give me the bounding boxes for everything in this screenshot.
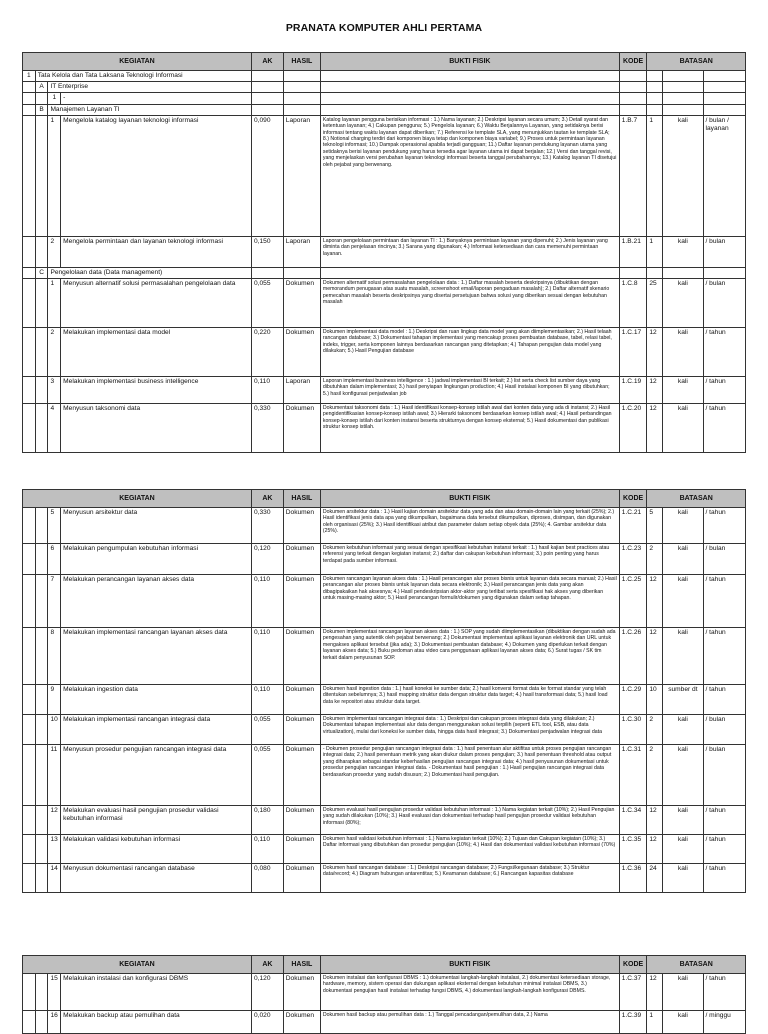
kegiatan-cell: Melakukan implementasi business intelligence bbox=[61, 377, 252, 404]
indent-cell bbox=[23, 628, 36, 685]
ak-cell: 0,330 bbox=[251, 508, 283, 544]
batasan-satuan-cell: kali bbox=[663, 328, 703, 377]
header-hasil: HASIL bbox=[283, 956, 320, 974]
empty-cell bbox=[647, 267, 663, 278]
batasan-satuan-cell: kali bbox=[663, 236, 703, 267]
indent-cell bbox=[23, 104, 36, 115]
hasil-cell: Dokumen bbox=[283, 835, 320, 864]
activity-table-3 bbox=[22, 955, 746, 1034]
batasan-jumlah-cell: 2 bbox=[647, 715, 663, 745]
kegiatan-cell: Menyusun alternatif solusi permasalahan pengelolaan data bbox=[61, 279, 252, 328]
ak-cell: 0,055 bbox=[251, 715, 283, 745]
batasan-periode-cell: / bulan bbox=[703, 279, 745, 328]
empty-cell bbox=[251, 82, 283, 93]
empty-cell bbox=[703, 71, 745, 82]
empty-cell bbox=[647, 71, 663, 82]
indent-cell bbox=[23, 715, 36, 745]
batasan-jumlah-cell: 12 bbox=[647, 377, 663, 404]
item-number: 7 bbox=[48, 575, 61, 628]
batasan-satuan-cell: kali bbox=[663, 115, 703, 236]
empty-cell bbox=[283, 267, 320, 278]
table-row bbox=[23, 685, 746, 715]
batasan-jumlah-cell: 5 bbox=[647, 508, 663, 544]
indent-cell bbox=[35, 806, 48, 835]
batasan-periode-cell: / tahun bbox=[703, 685, 745, 715]
indent-cell bbox=[35, 115, 48, 236]
indent-cell bbox=[23, 745, 36, 806]
ak-cell: 0,110 bbox=[251, 575, 283, 628]
batasan-satuan-cell: kali bbox=[663, 377, 703, 404]
batasan-periode-cell: / tahun bbox=[703, 628, 745, 685]
header-kode: KODE bbox=[619, 490, 647, 508]
ak-cell: 0,080 bbox=[251, 864, 283, 893]
hasil-cell: Dokumen bbox=[283, 864, 320, 893]
batasan-periode-cell: / tahun bbox=[703, 328, 745, 377]
table-row bbox=[23, 974, 746, 1011]
batasan-jumlah-cell: 12 bbox=[647, 328, 663, 377]
header-bukti-fisik: BUKTI FISIK bbox=[320, 490, 619, 508]
batasan-satuan-cell: kali bbox=[663, 745, 703, 806]
kegiatan-cell: Melakukan perancangan layanan akses data bbox=[61, 575, 252, 628]
kode-cell: 1.C.23 bbox=[619, 544, 647, 575]
indent-cell bbox=[35, 864, 48, 893]
empty-cell bbox=[619, 71, 647, 82]
section-label: Manajemen Layanan TI bbox=[48, 104, 252, 115]
batasan-periode-cell: / bulan bbox=[703, 544, 745, 575]
batasan-satuan-cell: sumber dt bbox=[663, 685, 703, 715]
batasan-satuan-cell: kali bbox=[663, 404, 703, 453]
batasan-jumlah-cell: 12 bbox=[647, 404, 663, 453]
header-hasil: HASIL bbox=[283, 53, 320, 71]
kegiatan-cell: Menyusun taksonomi data bbox=[61, 404, 252, 453]
indent-cell bbox=[35, 328, 48, 377]
kode-cell: 1.C.25 bbox=[619, 575, 647, 628]
indent-cell bbox=[23, 404, 36, 453]
batasan-jumlah-cell: 1 bbox=[647, 1011, 663, 1034]
indent-cell bbox=[23, 864, 36, 893]
kegiatan-cell: Melakukan validasi kebutuhan informasi bbox=[61, 835, 252, 864]
item-number: 3 bbox=[48, 377, 61, 404]
batasan-jumlah-cell: 12 bbox=[647, 835, 663, 864]
hasil-cell: Dokumen bbox=[283, 575, 320, 628]
section-number: 1 bbox=[23, 71, 36, 82]
empty-cell bbox=[663, 104, 703, 115]
batasan-satuan-cell: kali bbox=[663, 1011, 703, 1034]
table-row bbox=[23, 628, 746, 685]
section-label: IT Enterprise bbox=[48, 82, 252, 93]
batasan-jumlah-cell: 2 bbox=[647, 745, 663, 806]
section-number: 1 bbox=[48, 93, 61, 104]
empty-cell bbox=[619, 93, 647, 104]
indent-cell bbox=[23, 115, 36, 236]
indent-cell bbox=[23, 267, 36, 278]
hasil-cell: Dokumen bbox=[283, 806, 320, 835]
hasil-cell: Dokumen bbox=[283, 974, 320, 1011]
header-kegiatan: KEGIATAN bbox=[23, 490, 252, 508]
batasan-jumlah-cell: 1 bbox=[647, 236, 663, 267]
empty-cell bbox=[619, 82, 647, 93]
section-number: C bbox=[35, 267, 48, 278]
ak-cell: 0,055 bbox=[251, 745, 283, 806]
item-number: 11 bbox=[48, 745, 61, 806]
indent-cell bbox=[35, 404, 48, 453]
item-number: 2 bbox=[48, 236, 61, 267]
header-ak: AK bbox=[251, 490, 283, 508]
empty-cell bbox=[320, 104, 619, 115]
empty-cell bbox=[663, 71, 703, 82]
kegiatan-cell: Melakukan implementasi rancangan layanan akses data bbox=[61, 628, 252, 685]
ak-cell: 0,020 bbox=[251, 1011, 283, 1034]
hasil-cell: Dokumen bbox=[283, 1011, 320, 1034]
table-row bbox=[23, 236, 746, 267]
kode-cell: 1.C.37 bbox=[619, 974, 647, 1011]
hasil-cell: Laporan bbox=[283, 236, 320, 267]
indent-cell bbox=[35, 628, 48, 685]
batasan-satuan-cell: kali bbox=[663, 864, 703, 893]
hasil-cell: Dokumen bbox=[283, 404, 320, 453]
header-kode: KODE bbox=[619, 53, 647, 71]
hasil-cell: Dokumen bbox=[283, 745, 320, 806]
indent-cell bbox=[35, 685, 48, 715]
bukti-fisik-cell: Dokumen rancangan layanan akses data : 1.) Hasil perancangan alur proses bisnis untuk layanan data secara manual; 2.) Hasil perancangan alur proses bisnis untuk layanan data secara elektronik; 3.) Hasil perancangan jenis data yang akan dibagipakaikan hak aksesnya; 4.) Hasil pendeskripsian aktor-aktor yang terlibat serta spesifikasi hak akses yang diberikan untuk masing-masing aktor; 5.) Hasil perancangan formulir/dokumen yang digunakan dalam setiap tahapan. bbox=[320, 575, 619, 628]
section-row bbox=[23, 71, 746, 82]
ak-cell: 0,110 bbox=[251, 628, 283, 685]
kegiatan-cell: Melakukan implementasi rancangan integrasi data bbox=[61, 715, 252, 745]
hasil-cell: Laporan bbox=[283, 115, 320, 236]
batasan-jumlah-cell: 12 bbox=[647, 575, 663, 628]
ak-cell: 0,220 bbox=[251, 328, 283, 377]
section-row bbox=[23, 267, 746, 278]
indent-cell bbox=[23, 575, 36, 628]
section-number: A bbox=[35, 82, 48, 93]
header-bukti-fisik: BUKTI FISIK bbox=[320, 53, 619, 71]
empty-cell bbox=[647, 93, 663, 104]
bukti-fisik-cell: Laporan pengelolaan permintaan dan layanan TI : 1.) Banyaknya permintaan layanan yang dipenuhi; 2.) Jenis layanan yang diminta dan penjelasan rincinya; 3.) Sarana yang digunakan; 4.) Informasi ketersediaan dan cara memenuhi permintaan layanan. bbox=[320, 236, 619, 267]
kode-cell: 1.C.19 bbox=[619, 377, 647, 404]
batasan-periode-cell: / tahun bbox=[703, 806, 745, 835]
indent-cell bbox=[35, 279, 48, 328]
bukti-fisik-cell: Dokumen implementasi rancangan layanan akses data : 1.) SOP yang sudah diimplementasikan (dibuktikan dengan sudah ada pengesahan yang autentik oleh pejabat berwenang; 2.) Dokumentasi implementasi aplikasi layanan elektronik dan URL untuk mengakses aplikasi tersebut (jika ada); 3.) Dokumentasi pembuatan database; 4.) Dokumen yang diperlukan terkait dengan layanan akses data; 5.) Buku pedoman atau video cara penggunaan aplikasi layanan akses data; 6.) Surat tugas / SK tim terkait dalam penyusunan SOP. bbox=[320, 628, 619, 685]
hasil-cell: Dokumen bbox=[283, 328, 320, 377]
item-number: 14 bbox=[48, 864, 61, 893]
kegiatan-cell: Menyusun arsitektur data bbox=[61, 508, 252, 544]
hasil-cell: Dokumen bbox=[283, 715, 320, 745]
indent-cell bbox=[23, 1011, 36, 1034]
indent-cell bbox=[23, 508, 36, 544]
item-number: 13 bbox=[48, 835, 61, 864]
header-kegiatan: KEGIATAN bbox=[23, 956, 252, 974]
document-title: PRANATA KOMPUTER AHLI PERTAMA bbox=[285, 22, 483, 34]
empty-cell bbox=[619, 104, 647, 115]
empty-cell bbox=[251, 93, 283, 104]
table-row bbox=[23, 328, 746, 377]
kode-cell: 1.C.17 bbox=[619, 328, 647, 377]
indent-cell bbox=[35, 745, 48, 806]
batasan-periode-cell: / tahun bbox=[703, 404, 745, 453]
indent-cell bbox=[23, 806, 36, 835]
table-header-row bbox=[23, 53, 746, 71]
table-header-row bbox=[23, 490, 746, 508]
batasan-satuan-cell: kali bbox=[663, 544, 703, 575]
batasan-satuan-cell: kali bbox=[663, 279, 703, 328]
table-row bbox=[23, 715, 746, 745]
batasan-periode-cell: / tahun bbox=[703, 864, 745, 893]
kegiatan-cell: Melakukan backup atau pemulihan data bbox=[61, 1011, 252, 1034]
bukti-fisik-cell: Dokumentasi taksonomi data : 1.) Hasil identifikasi konsep-konsep istilah awal dari konten data yang ada di instansi; 2.) Hasil pengidentifikasian konsep-konsep istilah awal; 3.) Hierarki taksonomi berdasarkan konsep istilah awal; 4.) Hasil perbandingan konsep-konsep istilah dari konten instansi beserta strukturnya dengan konsep eksternal; 5.) Hasil dokumentasi dan publikasi struktur konsep istilah. bbox=[320, 404, 619, 453]
header-bukti-fisik: BUKTI FISIK bbox=[320, 956, 619, 974]
empty-cell bbox=[251, 71, 283, 82]
item-number: 6 bbox=[48, 544, 61, 575]
item-number: 2 bbox=[48, 328, 61, 377]
batasan-jumlah-cell: 12 bbox=[647, 974, 663, 1011]
table-row bbox=[23, 279, 746, 328]
kode-cell: 1.C.31 bbox=[619, 745, 647, 806]
batasan-satuan-cell: kali bbox=[663, 835, 703, 864]
item-number: 5 bbox=[48, 508, 61, 544]
batasan-satuan-cell: kali bbox=[663, 508, 703, 544]
hasil-cell: Dokumen bbox=[283, 508, 320, 544]
item-number: 9 bbox=[48, 685, 61, 715]
header-ak: AK bbox=[251, 53, 283, 71]
empty-cell bbox=[663, 267, 703, 278]
section-row bbox=[23, 93, 746, 104]
table-row bbox=[23, 806, 746, 835]
kode-cell: 1.B.21 bbox=[619, 236, 647, 267]
batasan-periode-cell: / tahun bbox=[703, 377, 745, 404]
indent-cell bbox=[35, 974, 48, 1011]
section-row bbox=[23, 104, 746, 115]
batasan-periode-cell: / tahun bbox=[703, 508, 745, 544]
table-row bbox=[23, 115, 746, 236]
kegiatan-cell: Menyusun prosedur pengujian rancangan integrasi data bbox=[61, 745, 252, 806]
section-number: B bbox=[35, 104, 48, 115]
ak-cell: 0,120 bbox=[251, 974, 283, 1011]
kode-cell: 1.C.20 bbox=[619, 404, 647, 453]
header-kode: KODE bbox=[619, 956, 647, 974]
indent-cell bbox=[23, 82, 36, 93]
header-batasan: BATASAN bbox=[647, 53, 746, 71]
indent-cell bbox=[23, 685, 36, 715]
ak-cell: 0,180 bbox=[251, 806, 283, 835]
batasan-jumlah-cell: 12 bbox=[647, 806, 663, 835]
indent-cell bbox=[23, 835, 36, 864]
batasan-periode-cell: / minggu bbox=[703, 1011, 745, 1034]
header-batasan: BATASAN bbox=[647, 490, 746, 508]
kegiatan-cell: Melakukan implementasi data model bbox=[61, 328, 252, 377]
bukti-fisik-cell: Dokumen hasil ingestion data : 1.) hasil koneksi ke sumber data; 2.) hasil konversi format data ke format standar yang telah ditentukan sebelumnya; 3.) hasil mapping struktur data dengan struktur data target; 4.) hasil transformasi data; 5.) hasil load data ke repositori atau struktur data target. bbox=[320, 685, 619, 715]
indent-cell bbox=[23, 377, 36, 404]
indent-cell bbox=[35, 575, 48, 628]
empty-cell bbox=[251, 267, 283, 278]
empty-cell bbox=[647, 82, 663, 93]
kode-cell: 1.C.30 bbox=[619, 715, 647, 745]
header-hasil: HASIL bbox=[283, 490, 320, 508]
batasan-jumlah-cell: 12 bbox=[647, 628, 663, 685]
ak-cell: 0,090 bbox=[251, 115, 283, 236]
empty-cell bbox=[283, 104, 320, 115]
batasan-periode-cell: / tahun bbox=[703, 835, 745, 864]
bukti-fisik-cell: Katalog layanan pengguna berisikan informasi : 1.) Nama layanan; 2.) Deskripsi layanan secara umum; 3.) Detail syarat dan ketentuan layanan; 4.) Cakupan pengguna; 5.) Pengelola layanan; 6.) Waktu Berjalannya Layanan, yang setidaknya berisi informasi tentang waktu layanan dapat diberikan; 7.) Referensi ke template SLA, yang menunjukkan tautan ke template SLA; 8.) Notional charging terdiri dari komponen biaya tetap dan komponen biaya variabel; 9.) Proses untuk permintaan layanan teknologi informasi; 10.) Dampak operasional apabila terjadi gangguan; 11.) Daftar layanan pendukung layanan utama yang setidaknya berisi layanan pendukung yang harus tersedia agar layanan utama ini dapat berjalan; 12.) Versi dan tanggal revisi, yang menjelaskan versi perubahan layanan teknologi informasi beserta tanggal perubahannya; 13.) Katalog layanan TI disetujui oleh pejabat yang berwenang. bbox=[320, 115, 619, 236]
item-number: 16 bbox=[48, 1011, 61, 1034]
ak-cell: 0,055 bbox=[251, 279, 283, 328]
kegiatan-cell: Melakukan ingestion data bbox=[61, 685, 252, 715]
header-ak: AK bbox=[251, 956, 283, 974]
empty-cell bbox=[283, 82, 320, 93]
kegiatan-cell: Melakukan instalasi dan konfigurasi DBMS bbox=[61, 974, 252, 1011]
item-number: 1 bbox=[48, 115, 61, 236]
empty-cell bbox=[251, 104, 283, 115]
bukti-fisik-cell: Laporan implementasi business intelligence : 1.) jadwal implementasi BI terkait; 2.) list serta check list sumber daya yang dibutuhkan dalam implementasi; 3.) hasil penyiapan lingkungan production; 4.) Hasil instalasi komponen BI yang dibutuhkan; 5.) hasil konfigurasi penjadwalan job bbox=[320, 377, 619, 404]
indent-cell bbox=[23, 236, 36, 267]
batasan-jumlah-cell: 24 bbox=[647, 864, 663, 893]
activity-table-1 bbox=[22, 52, 746, 453]
kegiatan-cell: Mengelola permintaan dan layanan teknologi informasi bbox=[61, 236, 252, 267]
bukti-fisik-cell: Dokumen implementasi data model : 1.) Deskripsi dan ruan lingkup data model yang akan diimplementasikan; 2.) Hasil telaah rancangan database; 3.) Dokumentasi tahapan implementasi yang mencakup proses pembuatan database, tabel, relasi tabel, indeks, trigger, serta komponen lainnya berdasarkan rancangan yang ditetapkan; 4.) Tahapan pengujian data model yang dilakukan; 5.) Hasil Pengujian database bbox=[320, 328, 619, 377]
header-batasan: BATASAN bbox=[647, 956, 746, 974]
empty-cell bbox=[283, 71, 320, 82]
empty-cell bbox=[663, 82, 703, 93]
ak-cell: 0,150 bbox=[251, 236, 283, 267]
indent-cell bbox=[35, 715, 48, 745]
table-row bbox=[23, 508, 746, 544]
indent-cell bbox=[23, 93, 36, 104]
table-row bbox=[23, 835, 746, 864]
hasil-cell: Dokumen bbox=[283, 685, 320, 715]
indent-cell bbox=[35, 835, 48, 864]
kegiatan-cell: Mengelola katalog layanan teknologi informasi bbox=[61, 115, 252, 236]
ak-cell: 0,330 bbox=[251, 404, 283, 453]
empty-cell bbox=[619, 267, 647, 278]
batasan-satuan-cell: kali bbox=[663, 974, 703, 1011]
bukti-fisik-cell: Dokumen implementasi rancangan integrasi data : 1.) Deskripsi dan cakupan proses integrasi data yang dilakukan; 2.) Dokumentasi tahapan implementasi alur data dengan menggunakan solusi terpilih (seperti ETL tool, ESB, atau data virtualization), mulai dari koneksi ke sumber data, hingga data hasil integrasi; 3.) Dokumentasi penjadwalan integrasi data bbox=[320, 715, 619, 745]
bukti-fisik-cell: Dokumen alternatif solusi permasalahan pengelolaan data : 1.) Daftar masalah beserta deskripsinya (dibuktikan dengan memorandum penugasan atas suatu masalah, screenshoot email/laporan pengaduan masalah); 2.) Daftar alternatif skenario pemecahan masalah beserta deskripsinya yang disertai persetujuan bahwa solusi yang diberikan sesuai dengan kebutuhan masalah bbox=[320, 279, 619, 328]
section-row bbox=[23, 82, 746, 93]
bukti-fisik-cell: Dokumen hasil backup atau pemulihan data : 1.) Tanggal pencadangan/pemulihan data, 2.) Nama bbox=[320, 1011, 619, 1034]
batasan-periode-cell: / bulan bbox=[703, 745, 745, 806]
batasan-periode-cell: / tahun bbox=[703, 974, 745, 1011]
empty-cell bbox=[320, 71, 619, 82]
batasan-satuan-cell: kali bbox=[663, 628, 703, 685]
item-number: 4 bbox=[48, 404, 61, 453]
table-row bbox=[23, 404, 746, 453]
kode-cell: 1.C.39 bbox=[619, 1011, 647, 1034]
item-number: 12 bbox=[48, 806, 61, 835]
empty-cell bbox=[703, 93, 745, 104]
table-row bbox=[23, 864, 746, 893]
batasan-jumlah-cell: 1 bbox=[647, 115, 663, 236]
empty-cell bbox=[663, 93, 703, 104]
kode-cell: 1.B.7 bbox=[619, 115, 647, 236]
indent-cell bbox=[35, 544, 48, 575]
hasil-cell: Dokumen bbox=[283, 544, 320, 575]
empty-cell bbox=[647, 104, 663, 115]
indent-cell bbox=[35, 1011, 48, 1034]
empty-cell bbox=[283, 93, 320, 104]
batasan-periode-cell: / tahun bbox=[703, 575, 745, 628]
table-row bbox=[23, 745, 746, 806]
kode-cell: 1.C.29 bbox=[619, 685, 647, 715]
kode-cell: 1.C.34 bbox=[619, 806, 647, 835]
indent-cell bbox=[23, 974, 36, 1011]
section-label: - bbox=[61, 93, 252, 104]
section-label: Pengelolaan data (Data management) bbox=[48, 267, 252, 278]
indent-cell bbox=[35, 377, 48, 404]
batasan-periode-cell: / bulan / layanan bbox=[703, 115, 745, 236]
indent-cell bbox=[35, 236, 48, 267]
item-number: 10 bbox=[48, 715, 61, 745]
table-header-row bbox=[23, 956, 746, 974]
batasan-periode-cell: / bulan bbox=[703, 715, 745, 745]
indent-cell bbox=[35, 508, 48, 544]
table-row bbox=[23, 575, 746, 628]
empty-cell bbox=[703, 82, 745, 93]
indent-cell bbox=[35, 93, 48, 104]
ak-cell: 0,110 bbox=[251, 685, 283, 715]
batasan-jumlah-cell: 25 bbox=[647, 279, 663, 328]
kegiatan-cell: Melakukan pengumpulan kebutuhan informasi bbox=[61, 544, 252, 575]
indent-cell bbox=[23, 279, 36, 328]
item-number: 8 bbox=[48, 628, 61, 685]
batasan-periode-cell: / bulan bbox=[703, 236, 745, 267]
batasan-satuan-cell: kali bbox=[663, 575, 703, 628]
bukti-fisik-cell: Dokumen arsitektur data : 1.) Hasil kajian domain arsitektur data yang ada dan atau domain-domain lain yang terkait (25%); 2.) Hasil identifikasi jenis data apa yang dikumpulkan, bagaimana data tersebut dikumpulkan, diproses, disimpan, dan digunakan oleh organisasi (25%); 3.) Hasil identifikasi atribut dan parameter dalam setiap obyek data (25%); 4. Gambar arsitektur data (25%). bbox=[320, 508, 619, 544]
bukti-fisik-cell: Dokumen evaluasi hasil pengujian prosedur validasi kebutuhan informasi : 1.) Nama kegiatan terkait (10%); 2.) Hasil Pengujian yang sudah dilakukan (10%); 3.) Hasil evaluasi dan dokumentasi terhadap hasil pengujian prosedur validasi kebutuhan informasi (80%); bbox=[320, 806, 619, 835]
empty-cell bbox=[320, 267, 619, 278]
kode-cell: 1.C.26 bbox=[619, 628, 647, 685]
empty-cell bbox=[703, 104, 745, 115]
hasil-cell: Dokumen bbox=[283, 279, 320, 328]
ak-cell: 0,120 bbox=[251, 544, 283, 575]
table-row bbox=[23, 377, 746, 404]
hasil-cell: Laporan bbox=[283, 377, 320, 404]
table-row bbox=[23, 1011, 746, 1034]
bukti-fisik-cell: Dokumen instalasi dan konfigurasi DBMS : 1.) dokumentasi langkah-langkah instalasi, 2.) dokumentasi ketersediaan storage, hardware, memory, sistem operasi dan dukungan aplikasi eksternal dengan kebutuhan minimal instalasi DBMS, 3.) dokumentasi pengujian hasil instalasi terhadap fungsi DBMS, 4.) dokumentasi langkah-langkah konfigurasi DBMS. bbox=[320, 974, 619, 1011]
batasan-satuan-cell: kali bbox=[663, 715, 703, 745]
kode-cell: 1.C.21 bbox=[619, 508, 647, 544]
kode-cell: 1.C.8 bbox=[619, 279, 647, 328]
batasan-jumlah-cell: 2 bbox=[647, 544, 663, 575]
hasil-cell: Dokumen bbox=[283, 628, 320, 685]
bukti-fisik-cell: Dokumen kebutuhan informasi yang sesuai dengan spesifikasi kebutuhan instansi terkait : 1.) hasil kajian best practices atau referensi yang terkait dengan kegiatan instansi; 2.) daftar dan cakupan kebutuhan informasi; 3.) poin penting yang harus terdapat pada sumber informasi. bbox=[320, 544, 619, 575]
ak-cell: 0,110 bbox=[251, 835, 283, 864]
activity-table-2 bbox=[22, 489, 746, 893]
empty-cell bbox=[320, 82, 619, 93]
header-kegiatan: KEGIATAN bbox=[23, 53, 252, 71]
batasan-satuan-cell: kali bbox=[663, 806, 703, 835]
kode-cell: 1.C.35 bbox=[619, 835, 647, 864]
empty-cell bbox=[320, 93, 619, 104]
indent-cell bbox=[23, 544, 36, 575]
item-number: 1 bbox=[48, 279, 61, 328]
bukti-fisik-cell: Dokumen hasil rancangan database : 1.) Deskripsi rancangan database; 2.) Fungsi/kegunaan database; 3.) Struktur data/record; 4.) Diagram hubungan antarentitas; 5.) Keamanan database; 6.) Rancangan kapasitas database bbox=[320, 864, 619, 893]
bukti-fisik-cell: - Dokumen prosedur pengujian rancangan integrasi data : 1.) hasil penentuan alur aktifitas untuk proses pengujian rancangan integrasi data; 2.) hasil penentuan metrik yang akan diukur dalam proses pengujian; 3.) hasil penentuan threshold atau output yang diharapkan sebagai standar keberhasilan pengujian rancangan integrasi data; 4.) hasil penyusunan dokumentasi untuk prosedur pengujian rancangan integrasi data. - Dokumentasi hasil pengujian : 1.) Hasil pengujian rancangan integrasi data berdasarkan prosedur yang sudah disusun; 2.) Dokumentasi hasil pengujian. bbox=[320, 745, 619, 806]
kegiatan-cell: Menyusun dokumentasi rancangan database bbox=[61, 864, 252, 893]
section-label: Tata Kelola dan Tata Laksana Teknologi Informasi bbox=[35, 71, 251, 82]
empty-cell bbox=[703, 267, 745, 278]
bukti-fisik-cell: Dokumen hasil validasi kebutuhan informasi : 1.) Nama kegiatan terkait (10%); 2.) Tujuan dan Cakupan kegiatan (10%); 3.) Daftar informasi yang dibutuhkan dan prosedur pengujian (10%); 4.) Hasil dan dokumentasi validasi kebutuhan informasi (70%) bbox=[320, 835, 619, 864]
kode-cell: 1.C.36 bbox=[619, 864, 647, 893]
item-number: 15 bbox=[48, 974, 61, 1011]
ak-cell: 0,110 bbox=[251, 377, 283, 404]
indent-cell bbox=[23, 328, 36, 377]
kegiatan-cell: Melakukan evaluasi hasil pengujian prosedur validasi kebutuhan informasi bbox=[61, 806, 252, 835]
batasan-jumlah-cell: 10 bbox=[647, 685, 663, 715]
table-row bbox=[23, 544, 746, 575]
